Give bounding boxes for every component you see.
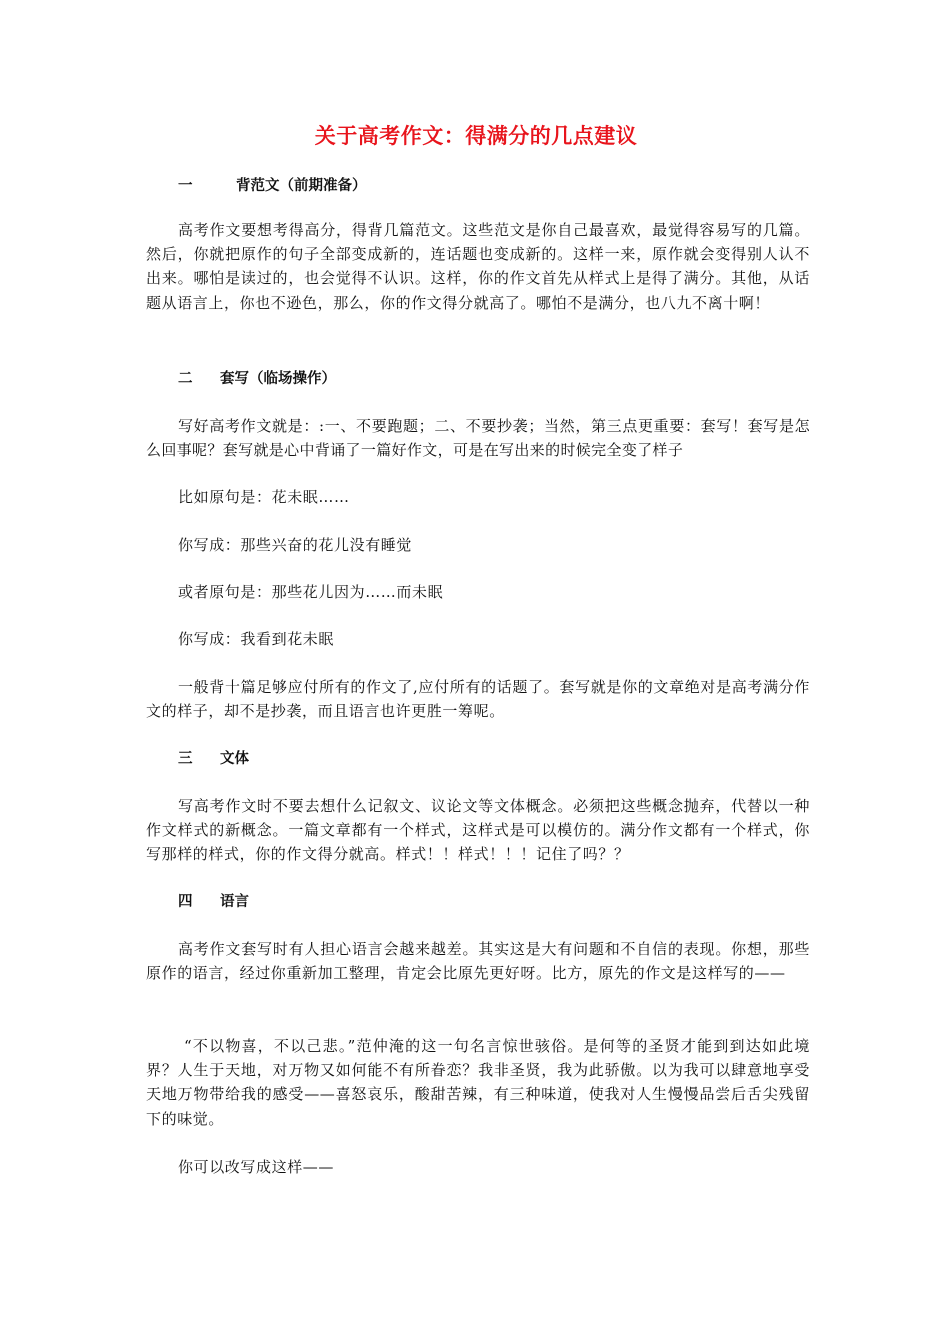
paragraph: 你写成：我看到花未眠 xyxy=(178,630,335,648)
section-label: 语言 xyxy=(220,894,249,910)
section-number: 一 xyxy=(178,178,193,194)
paragraph: 高考作文要想考得高分，得背几篇范文。这些范文是你自己最喜欢，最觉得容易写的几篇。然后，你就把原作的句子全部变成新的，连话题也变成新的。这样一来，原作就会变得别人认不出来。哪怕是读过的，也会觉得不认识。这样，你的作文首先从样式上是得了满分。其他，从话题从语言上，你也不逊色，那么，你的作文得分就高了。哪怕不是满分，也八九不离十啊！ xyxy=(146,221,810,312)
paragraph: 你可以改写成这样—— xyxy=(178,1158,335,1176)
section-label: 套写（临场操作） xyxy=(220,371,336,387)
paragraph: 一般背十篇足够应付所有的作文了,应付所有的话题了。套写就是你的文章绝对是高考满分作文的样子，却不是抄袭，而且语言也许更胜一筹呢。 xyxy=(146,678,810,721)
section-label: 文体 xyxy=(220,751,249,767)
quote-paragraph: “不以物喜，不以己悲。”范仲淹的这一句名言惊世骇俗。是何等的圣贤才能到到达如此境界？人生于天地，对万物又如何能不有所眷恋？我非圣贤，我为此骄傲。以为我可以肆意地享受天地万物带给我的感受——喜怒哀乐，酸甜苦辣，有三种味道，使我对人生慢慢品尝后舌尖残留下的味觉。 xyxy=(146,1037,810,1128)
section-number: 四 xyxy=(178,894,193,910)
paragraph: 比如原句是：花未眠…… xyxy=(178,488,350,506)
paragraph: 写高考作文时不要去想什么记叙文、议论文等文体概念。必须把这些概念抛弃，代替以一种作文样式的新概念。一篇文章都有一个样式，这样式是可以模仿的。满分作文都有一个样式，你写那样的样式，你的作文得分就高。样式！！样式！！！记住了吗？？ xyxy=(146,797,810,864)
paragraph: 写好高考作文就是：:一、不要跑题；二、不要抄袭；当然，第三点更重要：套写！套写是怎么回事呢？套写就是心中背诵了一篇好作文，可是在写出来的时候完全变了样子 xyxy=(146,417,810,460)
paragraph: 你写成：那些兴奋的花儿没有睡觉 xyxy=(178,536,413,554)
section-label: 背范文（前期准备） xyxy=(236,178,367,194)
section-number: 三 xyxy=(178,751,193,767)
section-heading-3 xyxy=(178,748,249,770)
section-heading-2 xyxy=(178,368,336,390)
section-number: 二 xyxy=(178,371,193,387)
section-heading-4 xyxy=(178,891,249,913)
paragraph: 高考作文套写时有人担心语言会越来越差。其实这是大有问题和不自信的表现。你想，那些原作的语言，经过你重新加工整理，肯定会比原先更好呀。比方，原先的作文是这样写的—— xyxy=(146,940,810,983)
section-heading-1 xyxy=(178,175,367,197)
paragraph: 或者原句是：那些花儿因为……而未眠 xyxy=(178,583,444,601)
document-title: 关于高考作文：得满分的几点建议 xyxy=(314,124,638,148)
